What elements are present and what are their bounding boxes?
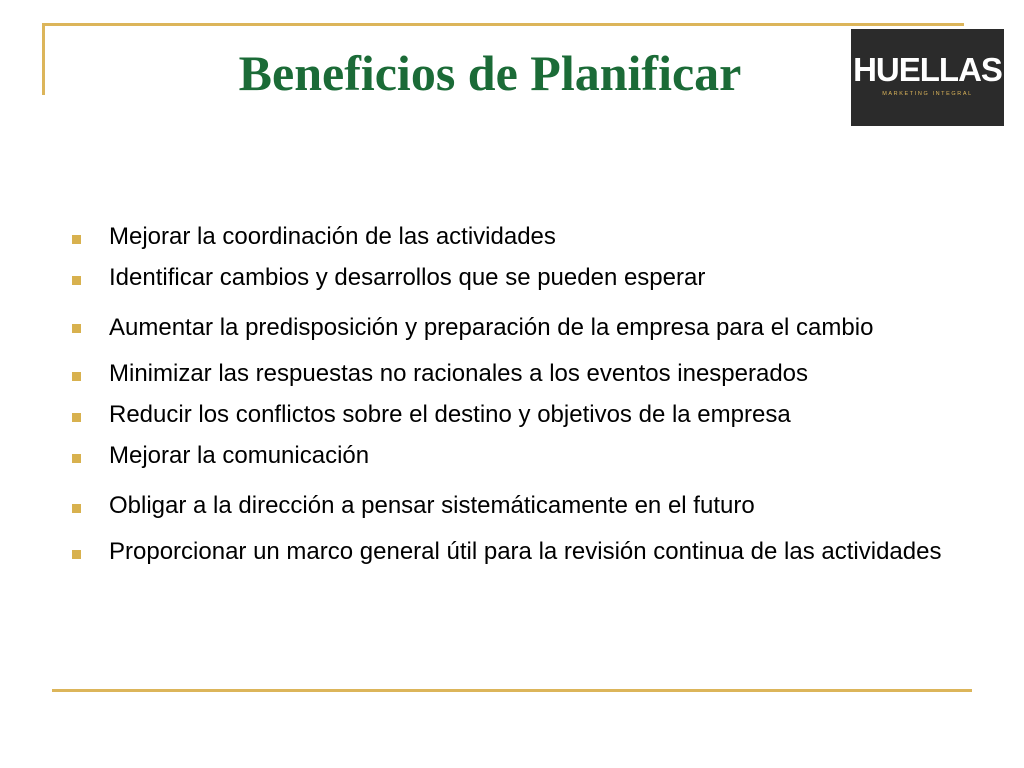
- top-rule: [42, 23, 964, 26]
- huellas-logo: [851, 29, 1004, 126]
- list-item: [72, 359, 972, 388]
- square-bullet-icon: [72, 276, 81, 285]
- bullet-text: Aumentar la predisposición y preparación de la empresa para el cambio: [109, 314, 874, 341]
- list-item: [72, 441, 972, 470]
- list-item: [72, 263, 972, 292]
- square-bullet-icon: [72, 550, 81, 559]
- square-bullet-icon: [72, 372, 81, 381]
- list-item: [72, 304, 972, 352]
- bullet-text: Minimizar las respuestas no racionales a los eventos inesperados: [109, 360, 809, 387]
- square-bullet-icon: [72, 324, 81, 333]
- slide-title: Beneficios de Planificar: [238, 45, 742, 101]
- list-item: [72, 222, 972, 251]
- left-rule: [42, 23, 45, 95]
- bullet-text: Identificar cambios y desarrollos que se pueden esperar: [109, 264, 706, 291]
- logo-tagline: MARKETING INTEGRAL: [882, 91, 973, 97]
- square-bullet-icon: [72, 454, 81, 463]
- list-item: [72, 491, 972, 520]
- logo-wordmark: HUELLAS: [853, 51, 1002, 88]
- bullet-text: Mejorar la coordinación de las actividades: [109, 223, 556, 250]
- square-bullet-icon: [72, 235, 81, 244]
- bullet-text: Mejorar la comunicación: [109, 442, 370, 469]
- bullet-text: Reducir los conflictos sobre el destino y objetivos de la empresa: [109, 401, 791, 428]
- list-item: [72, 400, 972, 429]
- bottom-rule: [52, 689, 972, 692]
- square-bullet-icon: [72, 413, 81, 422]
- list-item: [72, 537, 972, 566]
- bullet-text: Obligar a la dirección a pensar sistemáticamente en el futuro: [109, 492, 755, 519]
- bullet-text: Proporcionar un marco general útil para la revisión continua de las actividades: [109, 538, 942, 565]
- bullet-list: [72, 222, 972, 566]
- square-bullet-icon: [72, 504, 81, 513]
